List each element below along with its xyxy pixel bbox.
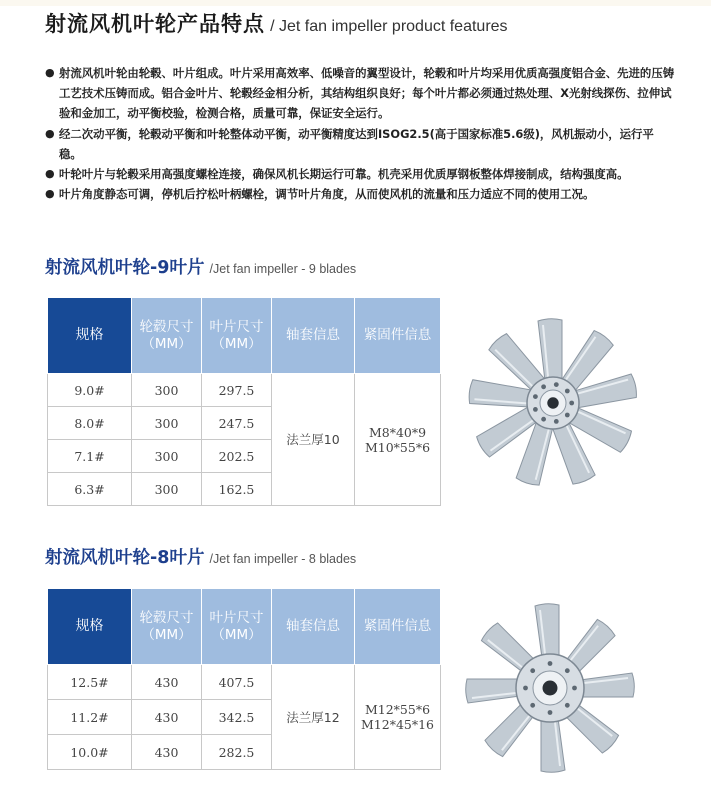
header-blade-size: 叶片尺寸（MM） <box>202 589 272 665</box>
feature-text: 射流风机叶轮由轮毂、叶片组成。叶片采用高效率、低噪音的翼型设计，轮毂和叶片均采用优质高强度铝合金、先进的压铸工艺技术压铸而成。铝合金叶片、轮毂经金相分析，其结构组织良好；每个叶片都必须通过热处理、X光射线探伤、拉伸试验和金加工，动平衡校验，检测合格，质量可靠，保证安全运行。 <box>59 66 675 121</box>
bullet-icon: ● <box>45 66 55 79</box>
fan-blade <box>535 604 559 658</box>
cell-hub: 300 <box>132 407 202 440</box>
fastener-line: M10*55*6 <box>364 439 431 455</box>
cell-blade: 202.5 <box>202 440 272 473</box>
cell-blade: 162.5 <box>202 473 272 506</box>
hub-bolt <box>548 710 553 715</box>
fan-blade <box>466 679 520 703</box>
top-accent-bar <box>0 0 711 6</box>
header-hub-size: 轮毂尺寸（MM） <box>132 589 202 665</box>
feature-item <box>45 124 675 164</box>
section-title-en: /Jet fan impeller - 9 blades <box>209 262 357 276</box>
header-fastener-info: 紧固件信息 <box>355 589 441 665</box>
cell-fasteners <box>355 374 441 506</box>
bullet-icon: ● <box>45 187 55 201</box>
cell-blade: 342.5 <box>202 700 272 735</box>
fastener-line: M12*55*6 <box>364 702 431 717</box>
page-title <box>45 8 508 38</box>
hub-bolt <box>565 413 570 418</box>
hub-bore <box>543 681 558 696</box>
fan-blade <box>541 718 565 772</box>
header-spec: 规格 <box>48 589 132 665</box>
table-row <box>48 665 441 700</box>
section-title-cn: 射流风机叶轮-8叶片 <box>45 548 205 568</box>
hub-bolt <box>530 703 535 708</box>
cell-fasteners <box>355 665 441 770</box>
feature-text: 经二次动平衡，轮毂动平衡和叶轮整体动平衡，动平衡精度达到ISOG2.5(高于国家标准5.6级)，风机振动小，运行平稳。 <box>59 126 654 161</box>
hub-bolt <box>541 384 546 389</box>
cell-spec: 11.2# <box>48 700 132 735</box>
header-fastener-info: 紧固件信息 <box>355 298 441 374</box>
cell-blade: 407.5 <box>202 665 272 700</box>
cell-hub: 300 <box>132 440 202 473</box>
fan-impeller-9-blades-image <box>458 316 648 491</box>
section-title-8-blades <box>45 544 356 569</box>
header-sleeve-info: 轴套信息 <box>272 589 355 665</box>
hub-bolt <box>548 661 553 666</box>
header-blade-size: 叶片尺寸（MM） <box>202 298 272 374</box>
fan-impeller-8-blades-image <box>461 598 639 778</box>
cell-sleeve: 法兰厚12 <box>272 665 355 770</box>
header-hub-size: 轮毂尺寸（MM） <box>132 298 202 374</box>
header-sleeve-info: 轴套信息 <box>272 298 355 374</box>
hub-bolt <box>533 394 538 399</box>
cell-spec: 7.1# <box>48 440 132 473</box>
fastener-line: M8*40*9 <box>368 424 427 440</box>
cell-hub: 300 <box>132 374 202 407</box>
hub-bolt <box>554 382 559 387</box>
hub-bolt <box>572 686 577 691</box>
bullet-icon: ● <box>45 167 55 181</box>
header-spec: 规格 <box>48 298 132 374</box>
hub-bolt <box>523 686 528 691</box>
cell-hub: 300 <box>132 473 202 506</box>
hub-bolt <box>533 407 538 412</box>
cell-spec: 10.0# <box>48 735 132 770</box>
cell-spec: 9.0# <box>48 374 132 407</box>
bullet-icon: ● <box>45 126 55 140</box>
table-row <box>48 374 441 407</box>
feature-item <box>45 164 675 184</box>
page-title-cn: 射流风机叶轮产品特点 <box>45 12 265 36</box>
page-title-en: / Jet fan impeller product features <box>270 18 508 35</box>
cell-spec: 12.5# <box>48 665 132 700</box>
section-title-cn: 射流风机叶轮-9叶片 <box>45 258 205 278</box>
feature-item <box>45 184 675 204</box>
fan-blade <box>580 673 634 697</box>
section-title-en: /Jet fan impeller - 8 blades <box>209 552 357 566</box>
hub-bolt <box>541 417 546 422</box>
cell-sleeve: 法兰厚10 <box>272 374 355 506</box>
hub-bore <box>547 397 558 408</box>
spec-table-9-blades <box>47 297 441 506</box>
cell-blade: 297.5 <box>202 374 272 407</box>
table-header-row <box>48 589 441 665</box>
section-title-9-blades <box>45 254 356 279</box>
feature-item <box>45 63 675 124</box>
hub-bolt <box>565 668 570 673</box>
hub-bolt <box>530 668 535 673</box>
table-header-row <box>48 298 441 374</box>
hub-bolt <box>565 703 570 708</box>
cell-hub: 430 <box>132 665 202 700</box>
feature-text: 叶片角度静态可调，停机后拧松叶柄螺栓，调节叶片角度，从而使风机的流量和压力适应不同的使用工况。 <box>59 187 595 202</box>
hub-bolt <box>565 389 570 394</box>
hub-bolt <box>569 401 574 406</box>
cell-hub: 430 <box>132 735 202 770</box>
hub-bolt <box>554 419 559 424</box>
cell-blade: 247.5 <box>202 407 272 440</box>
cell-hub: 430 <box>132 700 202 735</box>
feature-text: 叶轮叶片与轮毂采用高强度螺栓连接，确保风机长期运行可靠。机壳采用优质厚钢板整体焊接制成，结构强度高。 <box>59 167 629 182</box>
cell-spec: 8.0# <box>48 407 132 440</box>
cell-blade: 282.5 <box>202 735 272 770</box>
spec-table-8-blades <box>47 588 441 770</box>
fan-blade <box>538 319 562 381</box>
feature-list <box>45 63 675 204</box>
fan-blade <box>467 380 533 414</box>
cell-spec: 6.3# <box>48 473 132 506</box>
fastener-line: M12*45*16 <box>360 717 435 732</box>
